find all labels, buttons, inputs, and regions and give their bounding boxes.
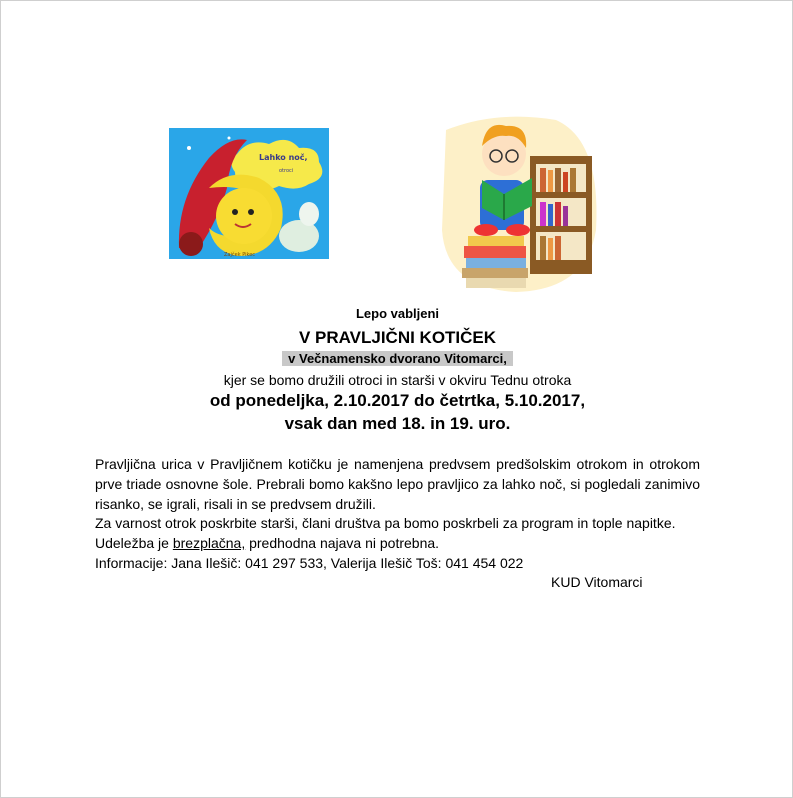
attendance-suffix: predhodna najava ni potrebna.: [245, 535, 440, 551]
event-title: V PRAVLJIČNI KOTIČEK: [298, 328, 497, 347]
welcome-text: Lepo vabljeni: [355, 306, 440, 321]
attendance-line: [95, 533, 439, 553]
sign-text-1: Lahko noč,: [259, 153, 308, 162]
illustration-signature: Zajček Pikec: [224, 252, 256, 258]
sign-text-2: otroci: [279, 168, 294, 174]
safety-line: Za varnost otrok poskrbite starši, člani društva pa bomo poskrbeli za program in tople napitke.: [95, 515, 676, 531]
time-line: vsak dan med 18. in 19. uro.: [284, 414, 511, 433]
description-paragraph: Pravljična urica v Pravljičnem kotičku je namenjena predvsem predšolskim otrokom in otrokom prve triade osnovne šole. Prebrali bomo kakšno lepo pravljico za lahko noč, si pogledali zanimivo risanko, se igrali, risali in se predvsem družili.: [95, 456, 700, 512]
boy-reading-illustration: [436, 110, 604, 296]
free-entry-text: brezplačna,: [172, 535, 246, 551]
dates-line: od ponedeljka, 2.10.2017 do četrtka, 5.10.2017,: [209, 391, 586, 410]
venue-highlight: v Večnamensko dvorano Vitomarci,: [282, 351, 513, 366]
attendance-prefix: Udeležba je: [95, 535, 173, 551]
subtitle-line: kjer se bomo družili otroci in starši v okviru Tednu otroka: [223, 372, 572, 388]
moon-illustration-svg: [169, 128, 329, 259]
boy-reading-svg: [436, 110, 604, 296]
contact-info-line: Informacije: Jana Ilešič: 041 297 533, Valerija Ilešič Toš: 041 454 022: [95, 555, 524, 571]
venue-line: [95, 350, 700, 368]
moon-illustration: [169, 128, 329, 259]
organizer-signature: KUD Vitomarci: [551, 574, 643, 590]
